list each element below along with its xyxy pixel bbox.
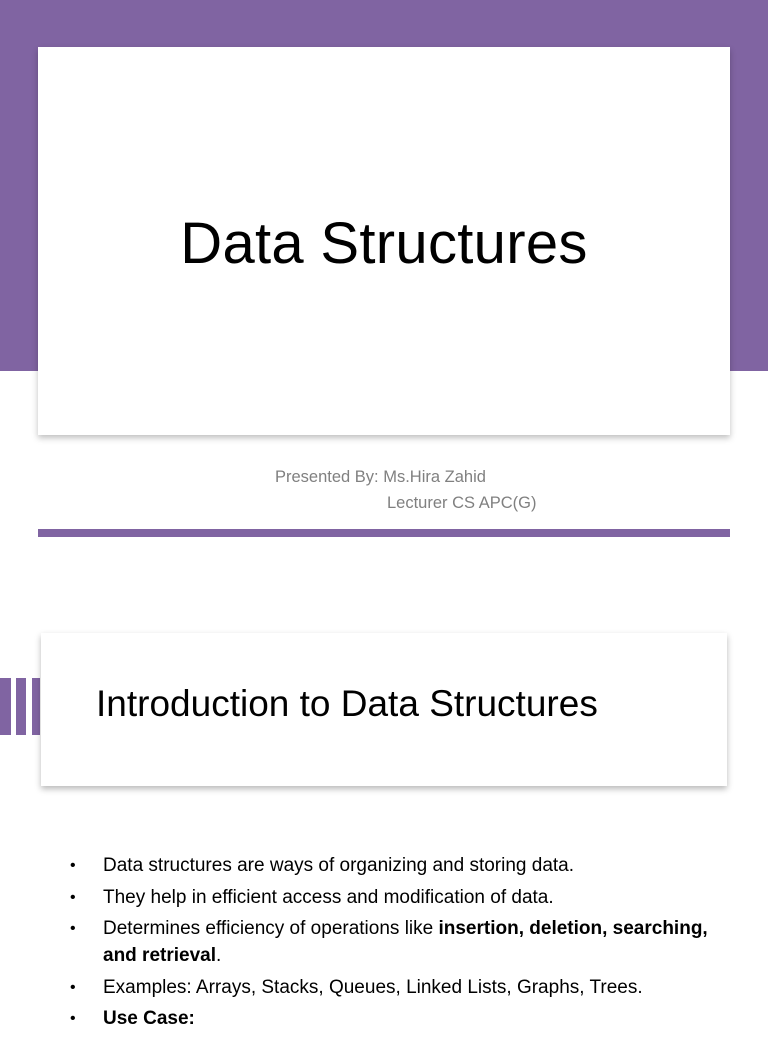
presenter-role: Lecturer CS APC(G) [387,494,537,512]
list-item [70,852,710,879]
bullet-text: They help in efficient access and modification of data. [103,886,554,908]
slide1-bottom-rule [38,529,730,537]
bullet-text: Data structures are ways of organizing and storing data. [103,855,575,876]
slide2-heading: Introduction to Data Structures [96,683,598,724]
bullet-text: Examples: Arrays, Stacks, Queues, Linked Lists, Graphs, Trees. [103,976,643,998]
bullet-text: . [216,945,222,966]
list-item [70,915,710,969]
slide1-title: Data Structures [180,210,588,276]
list-item [70,1005,710,1032]
bullet-emphasis: insertion, deletion, searching, and retrieval [103,918,708,966]
presenter-name: Presented By: Ms.Hira Zahid [275,468,486,486]
stripe-3 [32,678,40,735]
list-item [70,974,710,1001]
stripe-1 [0,678,11,735]
bullet-text: Determines efficiency of operations like [103,918,439,939]
slide1-title-card [38,47,730,435]
slide2-heading-card [41,633,727,786]
stripe-2 [16,678,26,735]
list-item [70,884,710,911]
bullet-emphasis: Use Case: [103,1008,195,1029]
bullet-list [70,852,710,1037]
